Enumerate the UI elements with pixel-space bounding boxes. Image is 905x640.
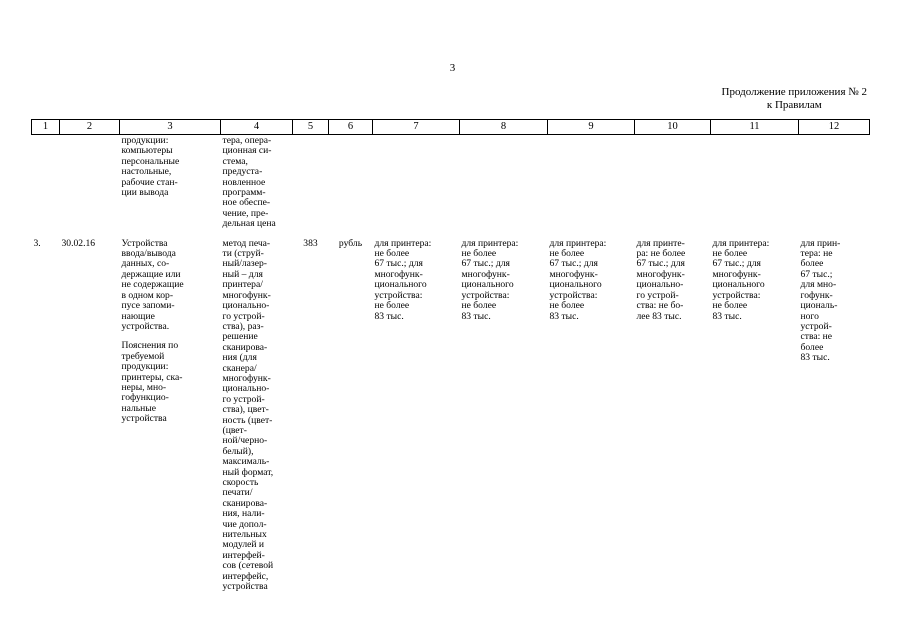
continuation-subtitle: к Правилам	[766, 99, 822, 111]
continued-row	[32, 135, 870, 230]
header-cell: 2	[60, 120, 120, 135]
header-row	[32, 120, 870, 135]
header-cell: 7	[373, 120, 460, 135]
continuation-header	[722, 86, 867, 112]
header-cell: 8	[460, 120, 548, 135]
value-cell: для принтера: не более 67 тыс.; для многофунк- ционального устройства: не более 83 тыс.	[712, 237, 770, 322]
okpd-code-cell: 30.02.16	[61, 237, 96, 249]
header-cell: 1	[32, 120, 60, 135]
characteristics-cell: метод печа- ти (струй- ный/лазер- ный – для принтера/ многофунк- ционально- го устрой- ства), раз- решение сканирова- ния (для сканера/ многофунк- ционально- го устрой- ства), цвет- ность (цвет- (цвет- ной/черно- белый), максималь- ный формат, скорость печати/ сканирова- ния, нали- чие допол- нительных модулей и интерфей- сов (сетевой интерфейс, устройства	[222, 237, 274, 593]
product-explanation-text: Пояснения по требуемой продукции: принтеры, ска- неры, мно- гофункцио- нальные устройства	[121, 340, 183, 425]
header-cell: 3	[120, 120, 221, 135]
header-cell: 9	[548, 120, 635, 135]
value-cell: для принтера: не более 67 тыс.; для многофунк- ционального устройства: не более 83 тыс.	[461, 237, 519, 322]
value-cell: для принтера: не более 67 тыс.; для многофунк- ционального устройства: не более 83 тыс.	[374, 237, 432, 322]
header-cell: 12	[799, 120, 870, 135]
value-cell: для принте- ра: не более 67 тыс.; для многофунк- ционально- го устрой- ства: не бо- лее 83 тыс.	[636, 237, 686, 322]
value-cell: для прин- тера: не более 67 тыс.; для мно- гофунк- циональ- ного устрой- ства: не более 83 тыс.	[800, 237, 841, 364]
header-cell: 5	[293, 120, 329, 135]
product-name-text: Устройства ввода/вывода данных, со- держащие или не содержащие в одном кор- пусе запоми- нающие устройства.	[121, 237, 184, 332]
value-cell: для принтера: не более 67 тыс.; для многофунк- ционального устройства: не более 83 тыс.	[549, 237, 607, 322]
continuation-title: Продолжение приложения № 2	[721, 86, 867, 98]
product-name-cell	[120, 230, 221, 593]
item-number-cell: 3.	[33, 237, 41, 249]
header-cell: 4	[221, 120, 293, 135]
product-name-cell: продукции: компьютеры персональные настольные, рабочие стан- ции вывода	[121, 135, 180, 199]
table-row	[32, 230, 870, 593]
unit-cell: рубль	[338, 237, 363, 249]
page-number: 3	[449, 62, 456, 74]
header-cell: 11	[711, 120, 799, 135]
header-cell: 10	[635, 120, 711, 135]
requirements-table	[31, 119, 870, 592]
header-cell: 6	[329, 120, 373, 135]
characteristics-cell: тера, опера- ционная си- стема, предуста- новленное программ- ное обеспе- чение, пре- дельная цена	[222, 135, 276, 230]
okei-code-cell: 383	[303, 237, 318, 249]
